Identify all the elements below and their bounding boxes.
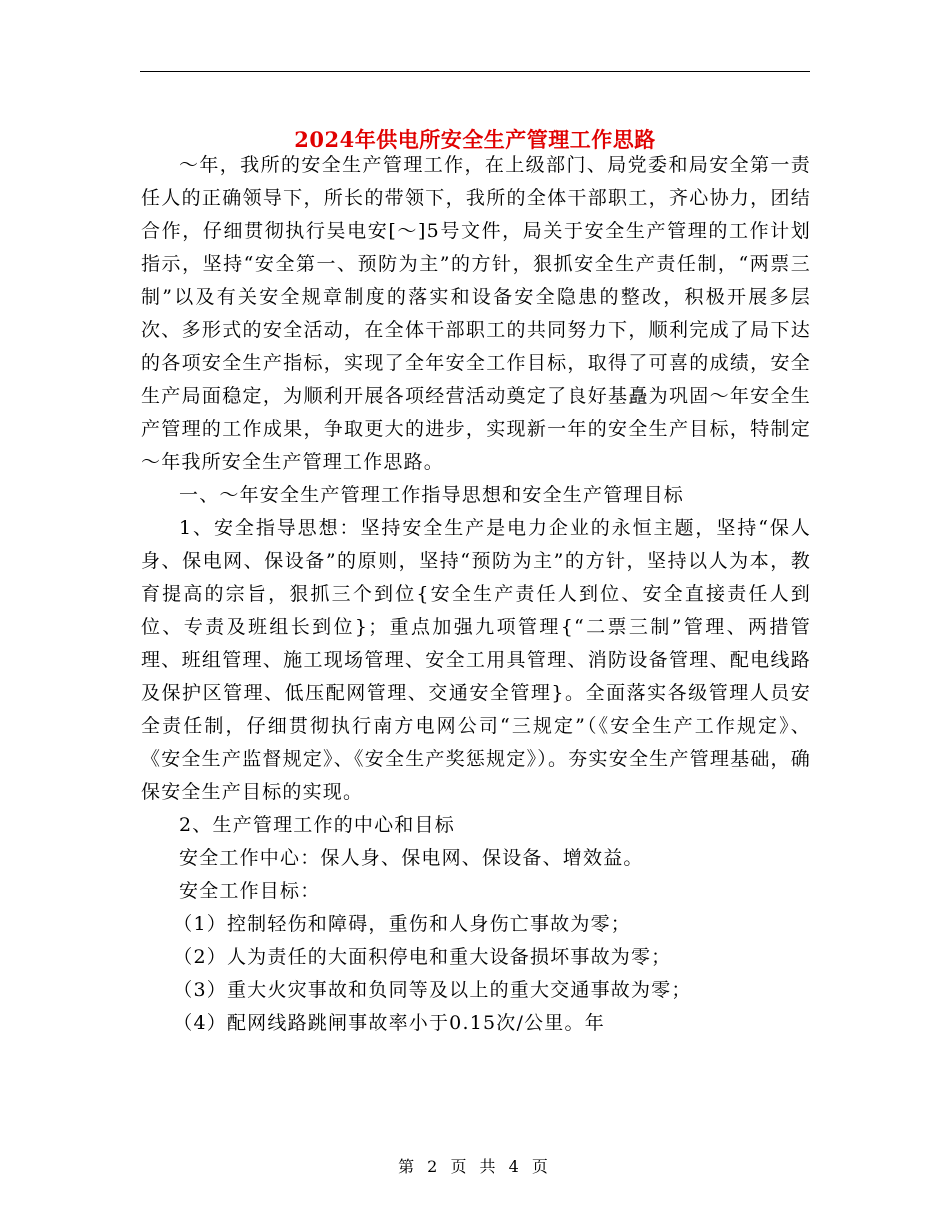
page-footer: 第 2 页 共 4 页	[398, 1157, 552, 1176]
goal-item: （1）控制轻伤和障碍，重伤和人身伤亡事故为零；	[173, 913, 631, 935]
section-heading-2: 2、生产管理工作的中心和目标	[179, 814, 455, 836]
goal-item: （2）人为责任的大面积停电和重大设备损坏事故为零；	[173, 946, 672, 968]
section-heading-1: 一、～年安全生产管理工作指导思想和安全生产管理目标	[179, 484, 685, 506]
work-center-line: 安全工作中心：保人身、保电网、保设备、增效益。	[179, 847, 644, 869]
document-title: 2024年供电所安全生产管理工作思路	[294, 127, 656, 153]
guiding-thought-paragraph: 1、安全指导思想：坚持安全生产是电力企业的永恒主题，坚持“保人身、保电网、保设备”的原则，坚持“预防为主”的方针，坚持以人为本，教育提高的宗旨，狠抓三个到位{安全生产责任人到位、安全直接责任人到位、专责及班组长到位}；重点加强九项管理{“二票三制”管理、两措管理、班组管理、施工现场管理、安全工用具管理、消防设备管理、配电线路及保护区管理、低压配网管理、交通安全管理}。全面落实各级管理人员安全责任制，仔细贯彻执行南方电网公司“三规定”（《安全生产工作规定》、《安全生产监督规定》、《安全生产奖惩规定》）。夯实安全生产管理基础，确保安全生产目标的实现。	[141, 517, 811, 803]
goal-item: （4）配网线路跳闸事故率小于0.15次/公里。年	[173, 1012, 605, 1034]
intro-paragraph: ～年，我所的安全生产管理工作，在上级部门、局党委和局安全第一责任人的正确领导下，所长的带领下，我所的全体干部职工，齐心协力，团结合作，仔细贯彻执行吴电安[～]5号文件，局关于安全生产管理的工作计划指示，坚持“安全第一、预防为主”的方针，狠抓安全生产责任制，“两票三制”以及有关安全规章制度的落实和设备安全隐患的整改，积极开展多层次、多形式的安全活动，在全体干部职工的共同努力下，顺利完成了局下达的各项安全生产指标，实现了全年安全工作目标，取得了可喜的成绩，安全生产局面稳定，为顺利开展各项经营活动奠定了良好基矗为巩固～年安全生产管理的工作成果，争取更大的进步，实现新一年的安全生产目标，特制定～年我所安全生产管理工作思路。	[141, 154, 811, 473]
header-rule	[140, 71, 810, 72]
document-body	[141, 149, 811, 1040]
goal-item: （3）重大火灾事故和负同等及以上的重大交通事故为零；	[173, 979, 692, 1001]
work-goal-heading: 安全工作目标：	[179, 880, 321, 902]
